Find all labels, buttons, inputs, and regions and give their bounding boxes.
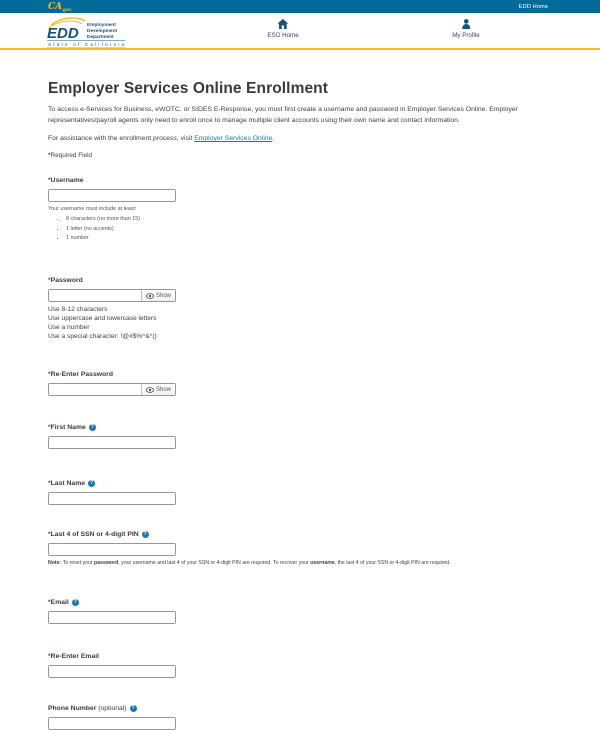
phone-input[interactable] bbox=[49, 718, 175, 729]
phone-optional-suffix: (optional) bbox=[98, 705, 127, 713]
last-name-field-group bbox=[48, 472, 552, 505]
nav-my-profile-label: My Profile bbox=[452, 32, 480, 39]
username-input-wrap bbox=[48, 189, 176, 202]
password-show-label: Show bbox=[155, 292, 171, 299]
email-label bbox=[48, 599, 69, 606]
username-rules-list bbox=[66, 216, 552, 241]
eye-icon bbox=[146, 293, 154, 299]
reenter-password-label bbox=[48, 371, 113, 378]
ssn-note-text: , your username and last 4 of your SSN or 4-digit PIN are required. To recover your bbox=[118, 560, 311, 567]
ssn-note-bold: username bbox=[310, 560, 335, 567]
required-star: * bbox=[48, 152, 51, 160]
password-hint: Use a special character: !@#$%^&*() bbox=[48, 333, 157, 341]
first-name-input-wrap bbox=[48, 436, 176, 449]
ssn-field-group bbox=[48, 523, 552, 567]
required-asterisk: * bbox=[48, 653, 51, 661]
password-hint: Use 8-12 characters bbox=[48, 306, 108, 314]
username-rule: • 8 characters (no more than 15) bbox=[66, 216, 552, 222]
reenter-email-label-text: Re-Enter Email bbox=[50, 653, 100, 661]
reenter-password-label-text: Re-Enter Password bbox=[50, 371, 113, 379]
password-hint: Use uppercase and lowercase letters bbox=[48, 315, 157, 323]
site-header bbox=[0, 13, 600, 50]
utility-topbar bbox=[0, 0, 600, 13]
svg-text:Development: Development bbox=[87, 29, 118, 34]
password-input-wrap bbox=[48, 289, 176, 302]
eye-icon bbox=[146, 387, 154, 393]
assistance-suffix: . bbox=[272, 135, 275, 143]
password-hint: Use a number bbox=[48, 324, 90, 332]
password-label bbox=[48, 277, 83, 284]
ssn-label bbox=[48, 531, 139, 538]
phone-input-wrap bbox=[48, 717, 176, 730]
svg-text:Department: Department bbox=[87, 35, 114, 40]
reenter-password-input-wrap bbox=[48, 383, 176, 396]
required-asterisk: * bbox=[48, 424, 51, 432]
username-field-group bbox=[48, 169, 552, 241]
ssn-help-icon[interactable]: ? bbox=[143, 531, 147, 538]
last-name-help-icon[interactable]: ? bbox=[90, 480, 94, 487]
ssn-note-bold: password bbox=[94, 560, 119, 567]
edd-home-link[interactable]: EDD Home bbox=[518, 3, 548, 10]
reenter-email-label bbox=[48, 653, 99, 660]
email-input[interactable] bbox=[49, 612, 175, 623]
nav-eso-home[interactable] bbox=[267, 19, 298, 39]
nav-my-profile[interactable] bbox=[452, 19, 480, 39]
ssn-input-wrap bbox=[48, 543, 176, 556]
first-name-help-icon[interactable]: ? bbox=[90, 424, 94, 431]
ssn-input[interactable] bbox=[49, 544, 175, 555]
ca-gov-logo-sub: .gov bbox=[61, 8, 72, 13]
main-content bbox=[0, 80, 600, 730]
edd-logo[interactable] bbox=[45, 16, 127, 54]
email-input-wrap bbox=[48, 611, 176, 624]
home-icon bbox=[277, 19, 288, 29]
email-field-group bbox=[48, 591, 552, 624]
employer-services-online-link[interactable]: Employer Services Online bbox=[194, 135, 273, 143]
ssn-note-text: To reset your bbox=[61, 560, 95, 567]
username-input[interactable] bbox=[49, 190, 175, 201]
ca-gov-logo-main: CA bbox=[48, 2, 63, 12]
ssn-note-bold: Note: bbox=[48, 560, 62, 567]
svg-text:EDD: EDD bbox=[47, 25, 79, 42]
required-asterisk: * bbox=[48, 599, 51, 607]
first-name-label-text: First Name bbox=[50, 424, 86, 432]
required-label: Required Field bbox=[50, 152, 93, 160]
reenter-password-field-group bbox=[48, 363, 552, 396]
nav-eso-home-label: ESO Home bbox=[267, 32, 299, 39]
password-hints bbox=[48, 305, 552, 341]
phone-label-text: Phone Number bbox=[48, 705, 97, 713]
phone-help-icon[interactable]: ? bbox=[131, 705, 135, 712]
required-asterisk: * bbox=[48, 531, 51, 539]
reenter-email-field-group bbox=[48, 645, 552, 678]
password-field-group bbox=[48, 269, 552, 341]
email-help-icon[interactable]: ? bbox=[73, 599, 77, 606]
required-asterisk: * bbox=[48, 177, 51, 185]
required-field-note bbox=[48, 152, 552, 159]
required-asterisk: * bbox=[48, 480, 51, 488]
username-rule: • 1 number bbox=[66, 235, 552, 241]
reenter-password-input[interactable] bbox=[49, 384, 141, 395]
username-rule: • 1 letter (no accents) bbox=[66, 226, 552, 232]
edd-logo-graphic bbox=[45, 16, 127, 49]
last-name-input-wrap bbox=[48, 492, 176, 505]
required-asterisk: * bbox=[48, 277, 51, 285]
page-title: Employer Services Online Enrollment bbox=[48, 80, 329, 97]
required-asterisk: * bbox=[48, 371, 51, 379]
phone-field-group bbox=[48, 697, 552, 730]
email-label-text: Email bbox=[50, 599, 69, 607]
password-input[interactable] bbox=[49, 290, 141, 301]
last-name-label bbox=[48, 480, 85, 487]
last-name-label-text: Last Name bbox=[50, 480, 86, 488]
assistance-line bbox=[48, 135, 552, 142]
username-label bbox=[48, 177, 84, 184]
ssn-note bbox=[48, 560, 552, 567]
password-label-text: Password bbox=[50, 277, 83, 285]
password-show-button[interactable] bbox=[141, 290, 175, 301]
svg-text:State of California: State of California bbox=[48, 42, 127, 47]
last-name-input[interactable] bbox=[49, 493, 175, 504]
ssn-label-text: Last 4 of SSN or 4-digit PIN bbox=[50, 531, 139, 539]
profile-icon bbox=[461, 19, 471, 29]
ssn-note-text: , the last 4 of your SSN or 4-digit PIN are required. bbox=[334, 560, 451, 567]
reenter-email-input-wrap bbox=[48, 665, 176, 678]
first-name-field-group bbox=[48, 416, 552, 449]
reenter-email-input[interactable] bbox=[49, 666, 175, 677]
phone-label bbox=[48, 705, 127, 712]
ca-gov-logo[interactable] bbox=[48, 3, 73, 12]
intro-paragraph: To access e-Services for Business, eWOTC, or SIDES E-Response, you must first create a username and password in Employer Services Online. Employer representatives/payroll agents only need to enroll once to manage multiple client accounts using their own name and contact information. bbox=[48, 106, 518, 124]
reenter-password-show-button[interactable] bbox=[141, 384, 175, 395]
assistance-prefix: For assistance with the enrollment process, visit bbox=[48, 135, 195, 143]
username-label-text: Username bbox=[50, 177, 84, 185]
first-name-input[interactable] bbox=[49, 437, 175, 448]
first-name-label bbox=[48, 424, 86, 431]
reenter-password-show-label: Show bbox=[155, 386, 171, 393]
svg-text:Employment: Employment bbox=[87, 23, 116, 28]
username-hint-title: Your username must include at least: bbox=[48, 206, 137, 213]
